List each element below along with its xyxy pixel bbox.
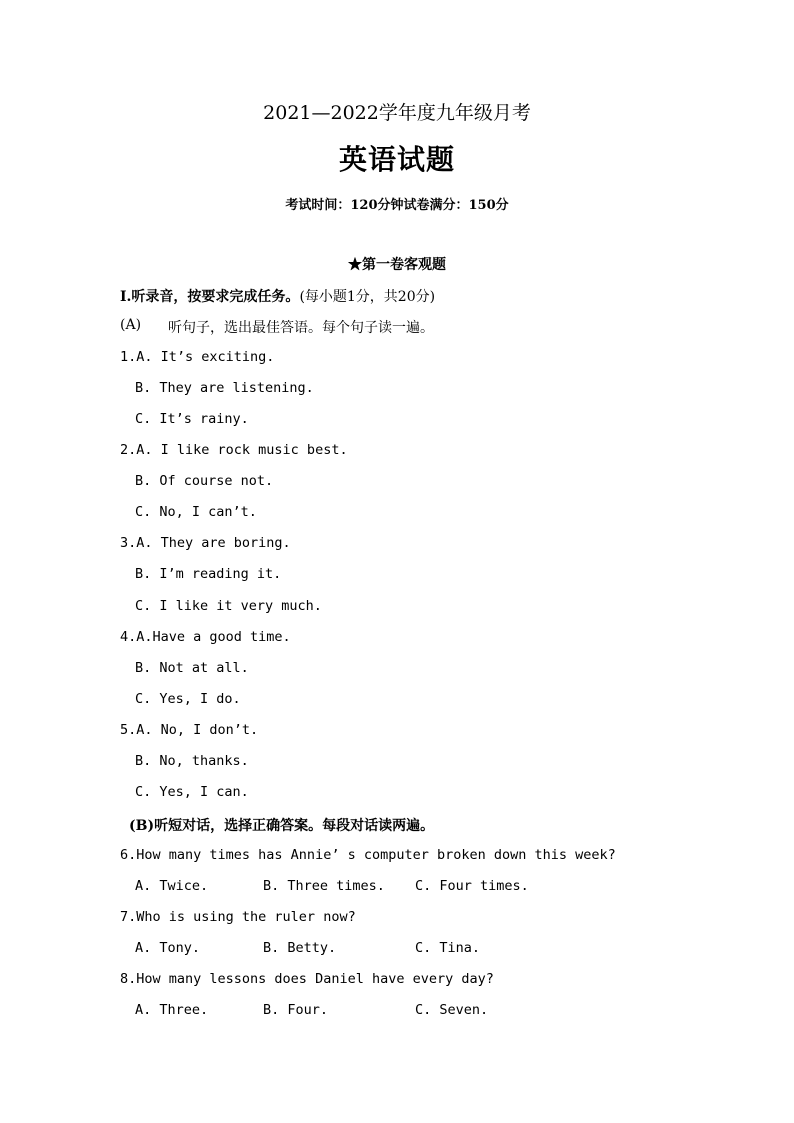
question-8: 8.How many lessons does Daniel have every day? xyxy=(120,971,494,987)
partA-label: (A) xyxy=(120,317,142,333)
subject-title: 英语试题 xyxy=(338,143,455,176)
question-7: 7.Who is using the ruler now? xyxy=(120,909,356,925)
question-1: 1.A. It’s exciting. xyxy=(120,349,275,365)
partA-heading xyxy=(120,317,434,336)
question-5-option-b: B. No, thanks. xyxy=(135,753,249,769)
question-1-option-b: B. They are listening. xyxy=(135,380,314,396)
question-8-option-a: A. Three. xyxy=(135,1002,209,1018)
question-3: 3.A. They are boring. xyxy=(120,535,291,551)
question-3-option-b: B. I’m reading it. xyxy=(135,566,282,582)
question-7-option-c: C. Tina. xyxy=(415,940,481,956)
question-7-option-a: A. Tony. xyxy=(135,940,201,956)
question-5: 5.A. No, I don’t. xyxy=(120,722,259,738)
question-2: 2.A. I like rock music best. xyxy=(120,442,348,458)
question-4: 4.A.Have a good time. xyxy=(120,629,291,645)
question-4-option-b: B. Not at all. xyxy=(135,660,249,676)
question-1-option-c: C. It’s rainy. xyxy=(135,411,249,427)
partA-instructions: 听句子，选出最佳答语。每个句子读一遍。 xyxy=(168,320,434,336)
part1-heading xyxy=(120,286,435,306)
question-7-option-b: B. Betty. xyxy=(263,940,337,956)
question-4-option-c: C. Yes, I do. xyxy=(135,691,241,707)
exam-title: 2021—2022学年度九年级月考 xyxy=(263,102,531,124)
part1-heading-bold: Ⅰ.听录音，按要求完成任务。 xyxy=(120,289,300,305)
question-6-option-c: C. Four times. xyxy=(415,878,529,894)
question-2-option-b: B. Of course not. xyxy=(135,473,274,489)
question-8-option-b: B. Four. xyxy=(263,1002,329,1018)
section-title: ★第一卷客观题 xyxy=(348,257,446,273)
question-5-option-c: C. Yes, I can. xyxy=(135,784,249,800)
question-6: 6.How many times has Annie’ s computer broken down this week? xyxy=(120,847,616,863)
question-3-option-c: C. I like it very much. xyxy=(135,598,322,614)
partB-heading: (B)听短对话，选择正确答案。每段对话读两遍。 xyxy=(129,818,435,834)
part1-heading-rest: (每小题1分，共20分) xyxy=(299,289,436,305)
question-6-option-b: B. Three times. xyxy=(263,878,385,894)
question-8-option-c: C. Seven. xyxy=(415,1002,489,1018)
question-2-option-c: C. No, I can’t. xyxy=(135,504,257,520)
exam-info: 考试时间：120分钟试卷满分：150分 xyxy=(285,198,509,213)
question-6-option-a: A. Twice. xyxy=(135,878,209,894)
